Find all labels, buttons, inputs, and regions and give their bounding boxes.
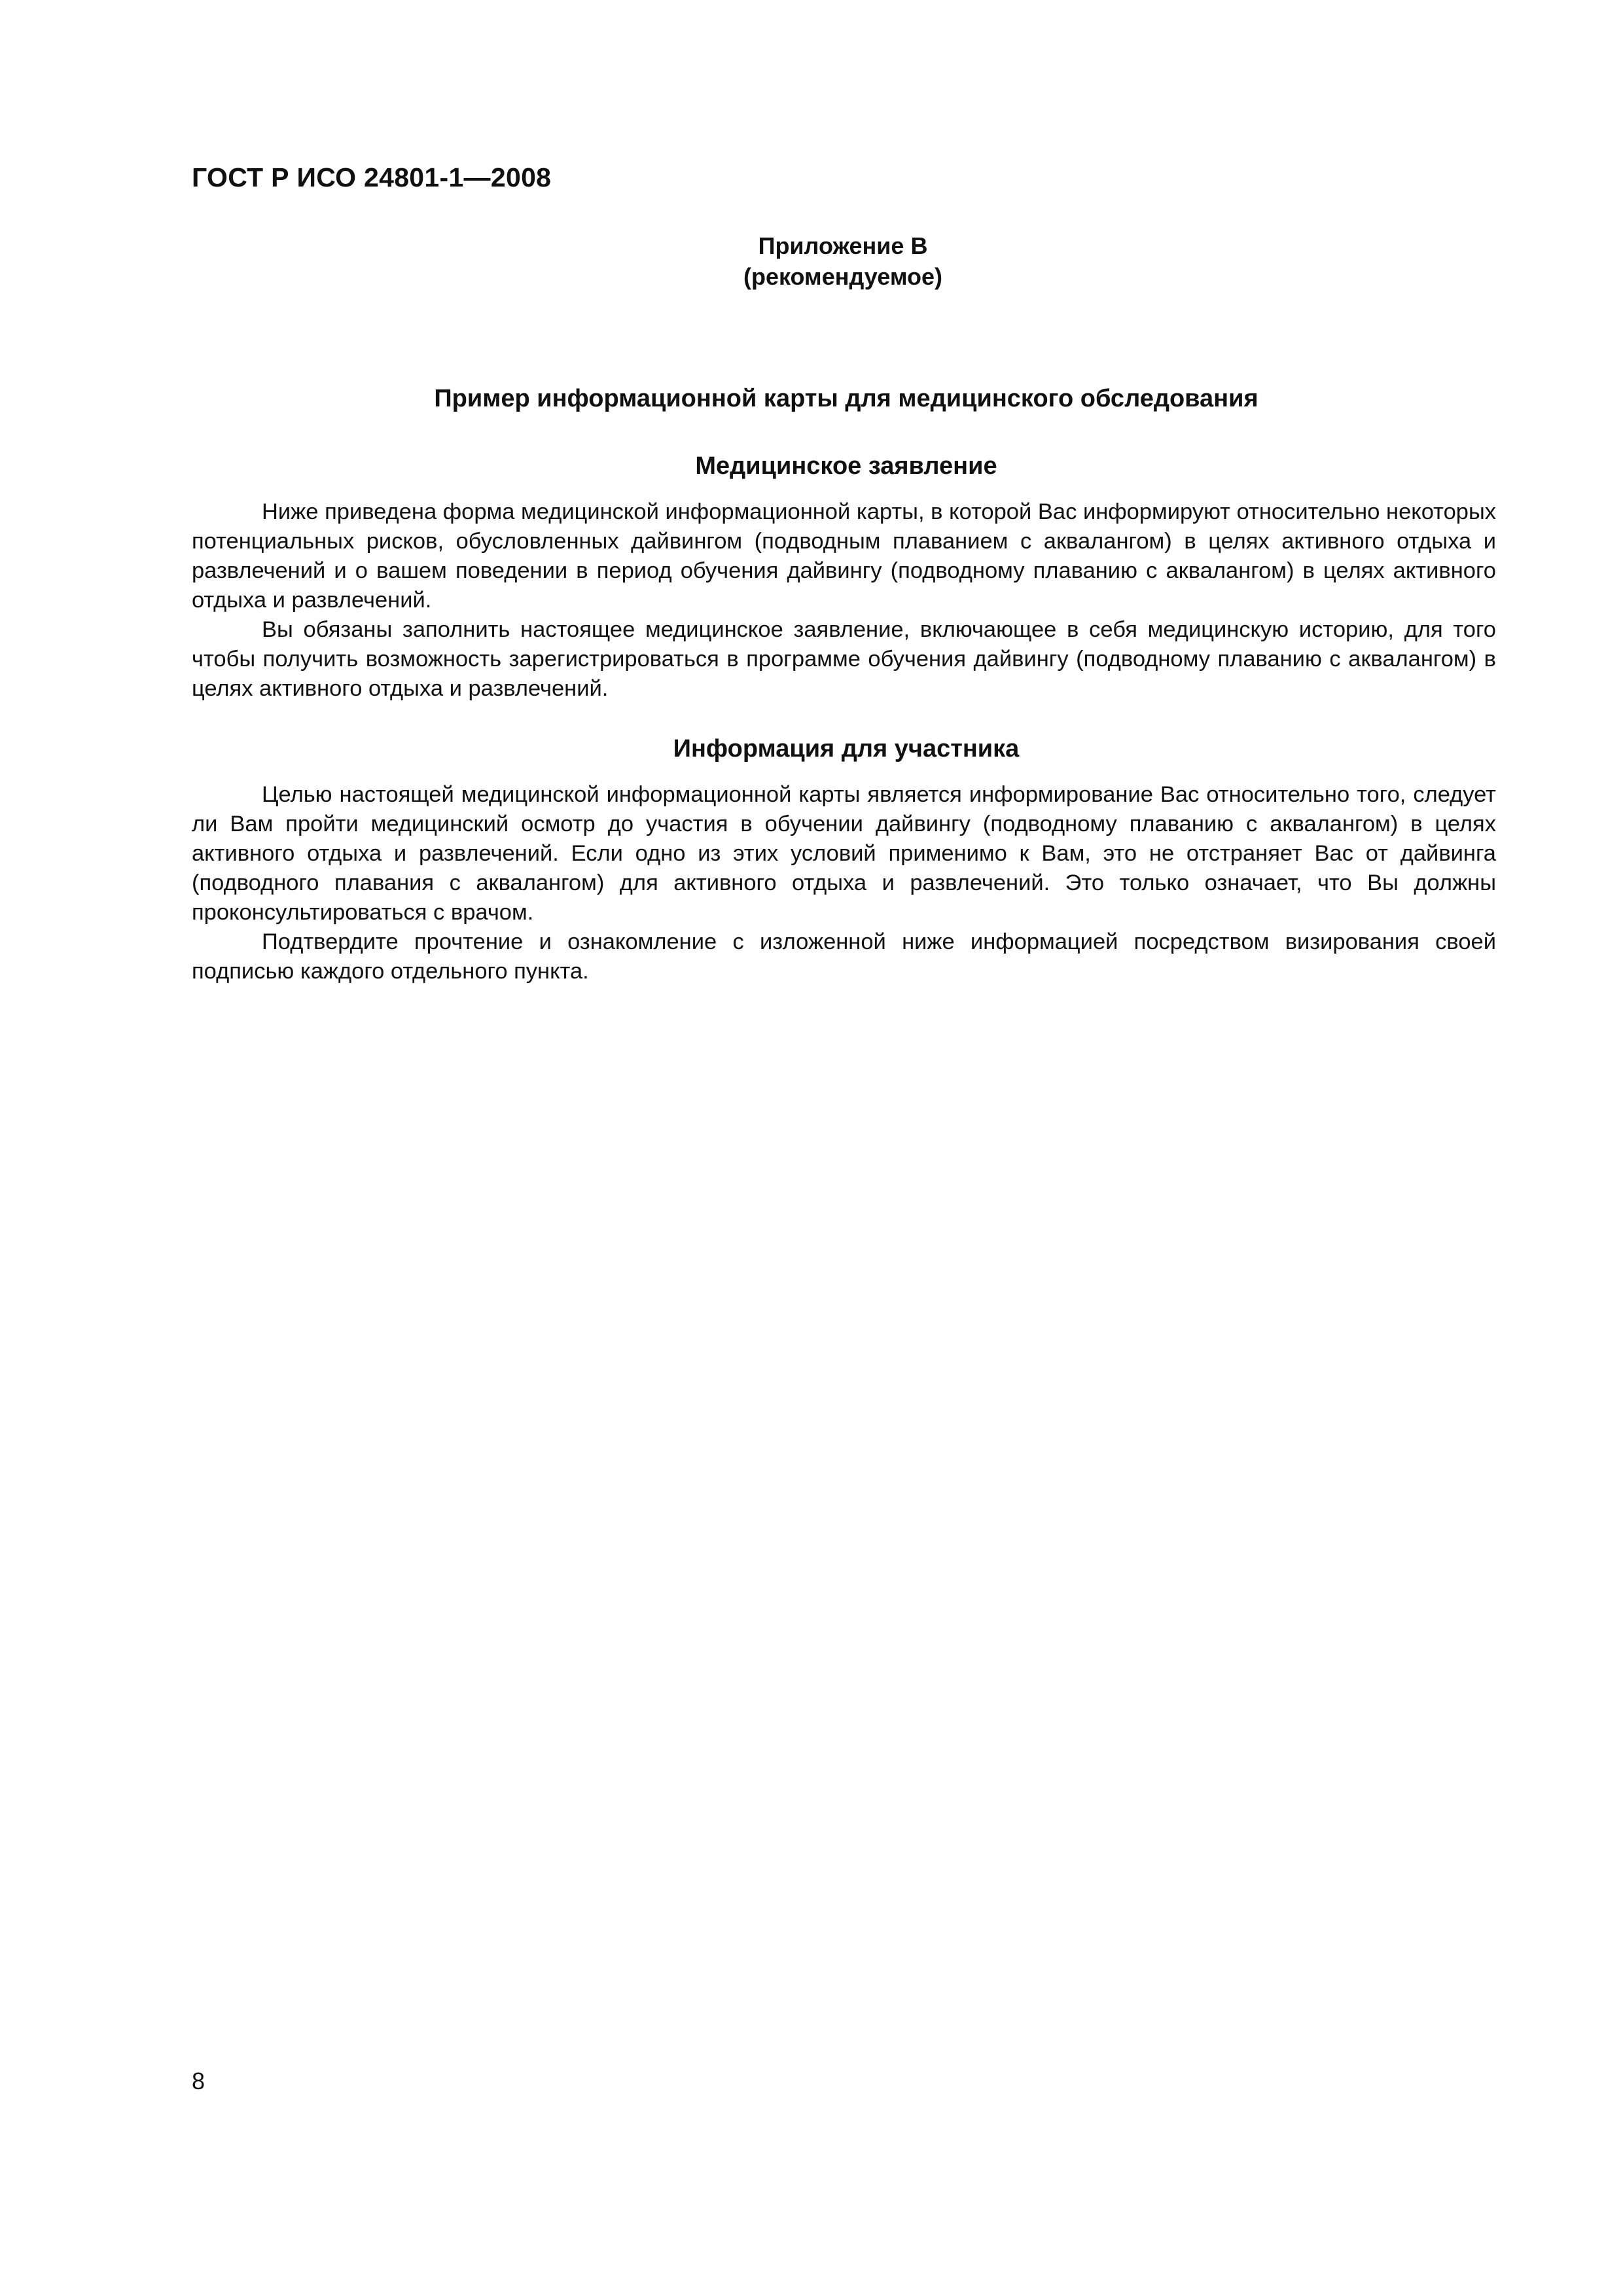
section-body-participant-info bbox=[192, 780, 1496, 986]
paragraph: Ниже приведена форма медицинской информационной карты, в которой Вас информируют относительно некоторых потенциальных рисков, обусловленных дайвингом (подводным плаванием с аквалангом) в целях активного отдыха и развлечений и о вашем поведении в период обучения дайвингу (подводному плаванию с аквалангом) в целях активного отдыха и развлечений. bbox=[192, 499, 1496, 613]
paragraph: Целью настоящей медицинской информационной карты является информирование Вас относительно того, следует ли Вам пройти медицинский осмотр до участия в обучении дайвингу (подводному плаванию с аквалангом) в целях активного отдыха и развлечений. Если одно из этих условий применимо к Вам, это не отстраняет Вас от дайвинга (подводного плавания с аквалангом) для активного отдыха и развлечений. Это только означает, что Вы должны проконсультироваться с врачом. bbox=[192, 782, 1496, 925]
paragraph: Подтвердите прочтение и ознакомление с изложенной ниже информацией посредством визирования своей подписью каждого отдельного пункта. bbox=[192, 929, 1496, 984]
paragraph: Вы обязаны заполнить настоящее медицинское заявление, включающее в себя медицинскую историю, для того чтобы получить возможность зарегистрироваться в программе обучения дайвингу (подводному плаванию с аквалангом) в целях активного отдыха и развлечений. bbox=[192, 617, 1496, 701]
section-title-participant-info: Информация для участника bbox=[673, 735, 1020, 762]
annex-label: Приложение В bbox=[758, 232, 928, 259]
page-number: 8 bbox=[192, 2068, 205, 2094]
annex-status: (рекомендуемое) bbox=[743, 263, 942, 290]
annex-heading bbox=[0, 230, 1623, 292]
section-body-medical-statement bbox=[192, 497, 1496, 704]
section-title-medical-statement: Медицинское заявление bbox=[695, 452, 997, 480]
main-title: Пример информационной карты для медицинского обследования bbox=[434, 385, 1258, 412]
document-code: ГОСТ Р ИСО 24801-1—2008 bbox=[192, 162, 552, 192]
